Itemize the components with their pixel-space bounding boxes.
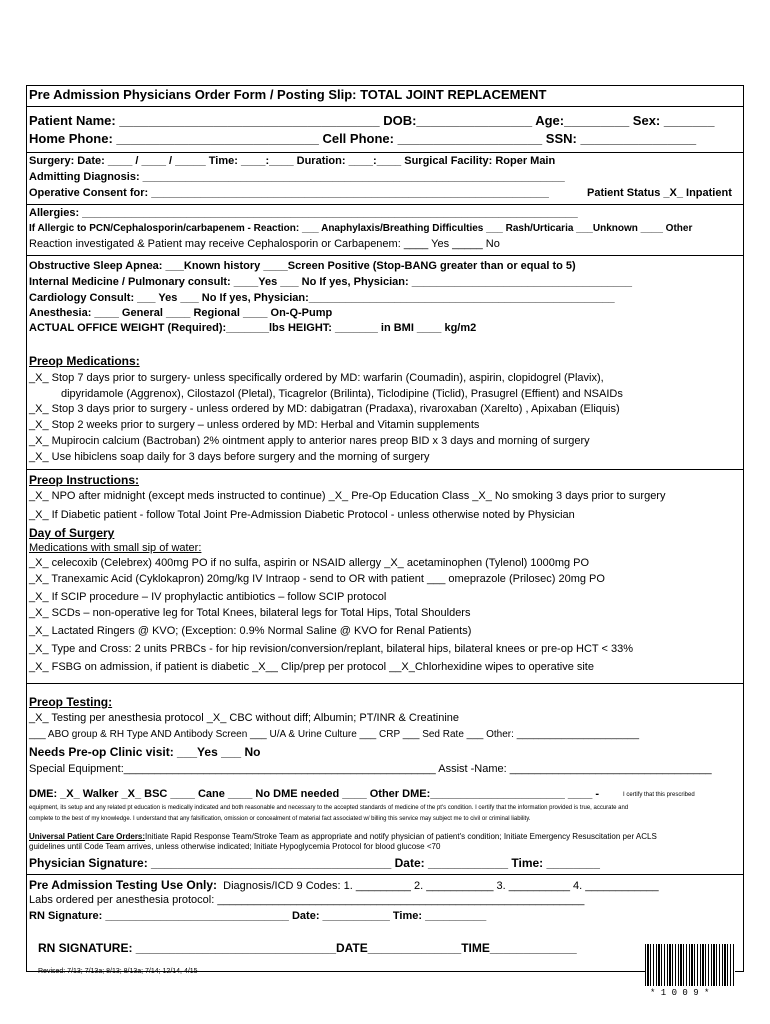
patient-status[interactable]: Patient Status _X_ Inpatient: [587, 187, 732, 199]
icd-codes[interactable]: Diagnosis/ICD 9 Codes: 1. _________ 2. ___________ 3. __________ 4. ____________: [223, 880, 659, 892]
revised-dates: Revised: 7/13; 7/13a; 8/13; 8/13a; 7/14; 12/14, 4/15: [38, 968, 198, 975]
dme-certify-1: equipment, its setup and any related pt education is medically indicated and both reasonable and necessary to the accepted standards of medicine of the pt's condition. I certify that the information provided is true, accurate and: [29, 805, 629, 811]
divider: [26, 683, 744, 684]
dme-certify-start: I certify that this prescribed: [623, 792, 695, 798]
preop-medications-heading: Preop Medications:: [29, 354, 140, 368]
weight-height[interactable]: ACTUAL OFFICE WEIGHT (Required):_______lbs HEIGHT: _______ in BMI ____ kg/m2: [29, 322, 477, 334]
special-equipment[interactable]: Special Equipment:___________________________________________________ Assist -Name: _________________________________: [29, 763, 712, 775]
barcode: [645, 944, 735, 986]
divider: [26, 106, 744, 107]
instruction-npo[interactable]: _X_ NPO after midnight (except meds instructed to continue) _X_ Pre-Op Education Class _X_ No smoking 3 days prior to surgery: [29, 490, 666, 502]
dos-type-cross[interactable]: _X_ Type and Cross: 2 units PRBCs - for hip revision/conversion/replant, bilateral hips, bilateral knees or pre-op HCT < 33%: [29, 643, 633, 655]
dos-tranexamic[interactable]: _X_ Tranexamic Acid (Cyklokapron) 20mg/kg IV Intraop - send to OR with patient ___ omeprazole (Prilosec) 20mg PO: [29, 573, 605, 585]
dos-lactated-ringers[interactable]: _X_ Lactated Ringers @ KVO; (Exception: 0.9% Normal Saline @ KVO for Renal Patients): [29, 625, 472, 637]
instruction-diabetic[interactable]: _X_ If Diabetic patient - follow Total Joint Pre-Admission Diabetic Protocol - unless otherwise noted by Physician: [29, 509, 575, 521]
med-stop-2-weeks[interactable]: _X_ Stop 2 weeks prior to surgery – unless ordered by MD: Herbal and Vitamin supplements: [29, 419, 480, 431]
reaction-investigated[interactable]: Reaction investigated & Patient may receive Cephalosporin or Carbapenem: ____ Yes _____ No: [29, 238, 500, 250]
preop-clinic-visit[interactable]: Needs Pre-op Clinic visit: ___Yes ___ No: [29, 745, 261, 759]
med-hibiclens[interactable]: _X_ Use hibiclens soap daily for 3 days before surgery and the morning of surgery: [29, 451, 430, 463]
form-title: Pre Admission Physicians Order Form / Posting Slip: TOTAL JOINT REPLACEMENT: [29, 87, 547, 102]
labs-ordered[interactable]: Labs ordered per anesthesia protocol: ____________________________________________________________: [29, 894, 585, 906]
rn-signature-line[interactable]: RN SIGNATURE: ______________________________DATE______________TIME_____________: [38, 941, 577, 955]
surgery-line[interactable]: Surgery: Date: ____ / ____ / _____ Time: ____:____ Duration: ____:____ Surgical Facility: Roper Main: [29, 155, 556, 167]
dos-celecoxib[interactable]: _X_ celecoxib (Celebrex) 400mg PO if no sulfa, aspirin or NSAID allergy _X_ acetaminophen (Tylenol) 1000mg PO: [29, 557, 590, 569]
patient-line-1[interactable]: Patient Name: ____________________________________ DOB:________________ Age:_________ Sex: _______: [29, 113, 715, 128]
universal-orders-text: Initiate Rapid Response Team/Stroke Team as appropriate and notify physician of patient's condition; Initiate Emergency Resuscitation per ACLS: [145, 832, 657, 841]
universal-orders: [29, 833, 657, 841]
med-mupirocin[interactable]: _X_ Mupirocin calcium (Bactroban) 2% ointment apply to anterior nares preop BID x 3 days and morning of surgery: [29, 435, 590, 447]
dme-certify-2: complete to the best of my knowledge. I understand that any falsification, omission or concealment of material fact associated w/ billing this service may subject me to civil or criminal liability.: [29, 816, 531, 822]
anesthesia[interactable]: Anesthesia: ____ General ____ Regional ____ On-Q-Pump: [29, 307, 333, 319]
med-stop-7-days[interactable]: _X_ Stop 7 days prior to surgery- unless specifically ordered by MD: warfarin (Coumadin), aspirin, clopidogrel (Plavix),: [29, 372, 604, 384]
rn-signature[interactable]: RN Signature: ______________________________ Date: ___________ Time: __________: [29, 910, 487, 922]
operative-consent[interactable]: Operative Consent for: _________________________________________________________________: [29, 187, 549, 199]
divider: [26, 469, 744, 470]
dos-scip[interactable]: _X_ If SCIP procedure – IV prophylactic antibiotics – follow SCIP protocol: [29, 591, 387, 603]
allergy-reaction[interactable]: If Allergic to PCN/Cephalosporin/carbapenem - Reaction: ___ Anaphylaxis/Breathing Difficulties ___ Rash/Urticaria ___Unknown ____ Other: [29, 223, 693, 234]
universal-orders-cont: guidelines until Code Team arrives, unless otherwise indicated; Initiate Hypoglycemia Protocol for blood glucose <70: [29, 842, 441, 851]
universal-orders-label: Universal Patient Care Orders:: [29, 832, 146, 841]
med-stop-3-days[interactable]: _X_ Stop 3 days prior to surgery - unless ordered by MD: dabigatran (Pradaxa), rivaroxaban (Xarelto) , Apixaban (Eliquis): [29, 403, 620, 415]
divider: [26, 204, 744, 205]
day-of-surgery-heading: Day of Surgery: [29, 526, 115, 540]
divider: [26, 152, 744, 153]
patient-line-2[interactable]: Home Phone: ____________________________ Cell Phone: ____________________ SSN: ________________: [29, 131, 697, 146]
admitting-diagnosis[interactable]: Admitting Diagnosis: _____________________________________________________________________: [29, 171, 565, 183]
dos-scds[interactable]: _X_ SCDs – non-operative leg for Total Knees, bilateral legs for Total Hips, Total Shoulders: [29, 607, 471, 619]
pre-admission-codes-row: [29, 879, 659, 892]
pre-admission-heading: Pre Admission Testing Use Only:: [29, 878, 218, 892]
divider: [26, 874, 744, 875]
preop-instructions-heading: Preop Instructions:: [29, 473, 140, 487]
dme-options[interactable]: DME: _X_ Walker _X_ BSC ____ Cane ____ No DME needed ____ Other DME:______________________ ____ -: [29, 788, 600, 800]
cardiology-consult[interactable]: Cardiology Consult: ___ Yes ___ No If yes, Physician:__________________________________________________: [29, 292, 615, 304]
preop-testing-heading: Preop Testing:: [29, 695, 113, 709]
internal-medicine-consult[interactable]: Internal Medicine / Pulmonary consult: ____Yes ___ No If yes, Physician: ____________________________________: [29, 276, 632, 288]
allergies-field[interactable]: Allergies: _________________________________________________________________________________: [29, 207, 578, 219]
dos-fsbg[interactable]: _X_ FSBG on admission, if patient is diabetic _X__ Clip/prep per protocol __X_Chlorhexidine wipes to operative site: [29, 661, 594, 673]
small-sip-heading: Medications with small sip of water:: [29, 542, 202, 554]
testing-anesthesia[interactable]: _X_ Testing per anesthesia protocol _X_ CBC without diff; Albumin; PT/INR & Creatinine: [29, 712, 460, 724]
barcode-text: * 1 0 0 9 *: [650, 988, 710, 998]
divider: [26, 255, 744, 256]
sleep-apnea[interactable]: Obstructive Sleep Apnea: ___Known history ____Screen Positive (Stop-BANG greater than or equal to 5): [29, 260, 576, 272]
testing-abo[interactable]: ___ ABO group & RH Type AND Antibody Screen ___ U/A & Urine Culture ___ CRP ___ Sed Rate ___ Other: ______________________: [29, 729, 640, 740]
med-stop-7-days-cont: dipyridamole (Aggrenox), Cilostazol (Pletal), Ticagrelor (Brilinta), Ticlodipine (Ticlid), Prasugrel (Effient) and NSAIDs: [61, 388, 623, 400]
physician-signature[interactable]: Physician Signature: ____________________________________ Date: ____________ Time: ________: [29, 856, 600, 870]
